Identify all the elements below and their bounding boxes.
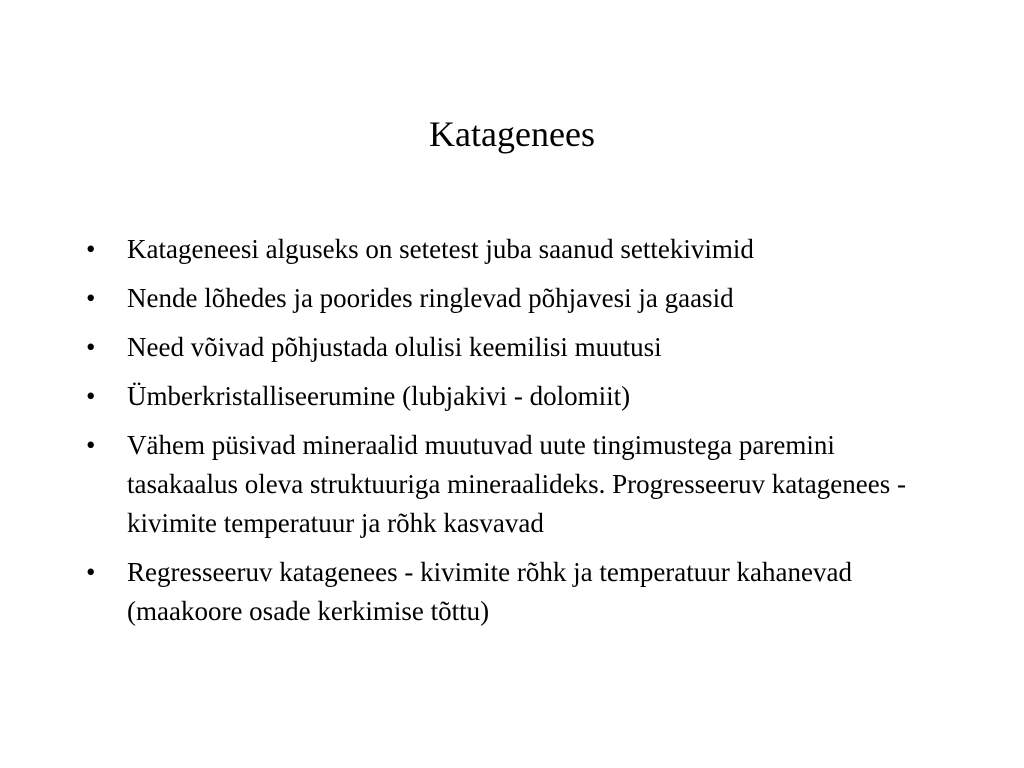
bullet-text: Vähem püsivad mineraalid muutuvad uute tingimustega paremini tasakaalus oleva struktuuriga mineraalideks. Progresseeruv katagenees - kivimite temperatuur ja rõhk kasvavad xyxy=(127,430,906,538)
bullet-list xyxy=(86,230,936,641)
slide-title: Katagenees xyxy=(429,114,595,154)
bullet-icon: • xyxy=(86,234,96,264)
bullet-icon: • xyxy=(86,430,96,460)
bullet-text: Need võivad põhjustada olulisi keemilisi muutusi xyxy=(127,332,662,362)
bullet-text: Ümberkristalliseerumine (lubjakivi - dolomiit) xyxy=(127,381,631,411)
bullet-item xyxy=(86,426,936,543)
bullet-item xyxy=(86,328,936,367)
bullet-text: Regresseeruv katagenees - kivimite rõhk ja temperatuur kahanevad (maakoore osade kerkimise tõttu) xyxy=(127,557,852,626)
bullet-item xyxy=(86,230,936,269)
bullet-icon: • xyxy=(86,283,96,313)
bullet-text: Nende lõhedes ja poorides ringlevad põhjavesi ja gaasid xyxy=(127,283,734,313)
bullet-text: Katageneesi alguseks on setetest juba saanud settekivimid xyxy=(127,234,754,264)
bullet-icon: • xyxy=(86,332,96,362)
bullet-icon: • xyxy=(86,381,96,411)
bullet-item xyxy=(86,377,936,416)
bullet-icon: • xyxy=(86,557,96,587)
bullet-item xyxy=(86,553,936,631)
bullet-item xyxy=(86,279,936,318)
